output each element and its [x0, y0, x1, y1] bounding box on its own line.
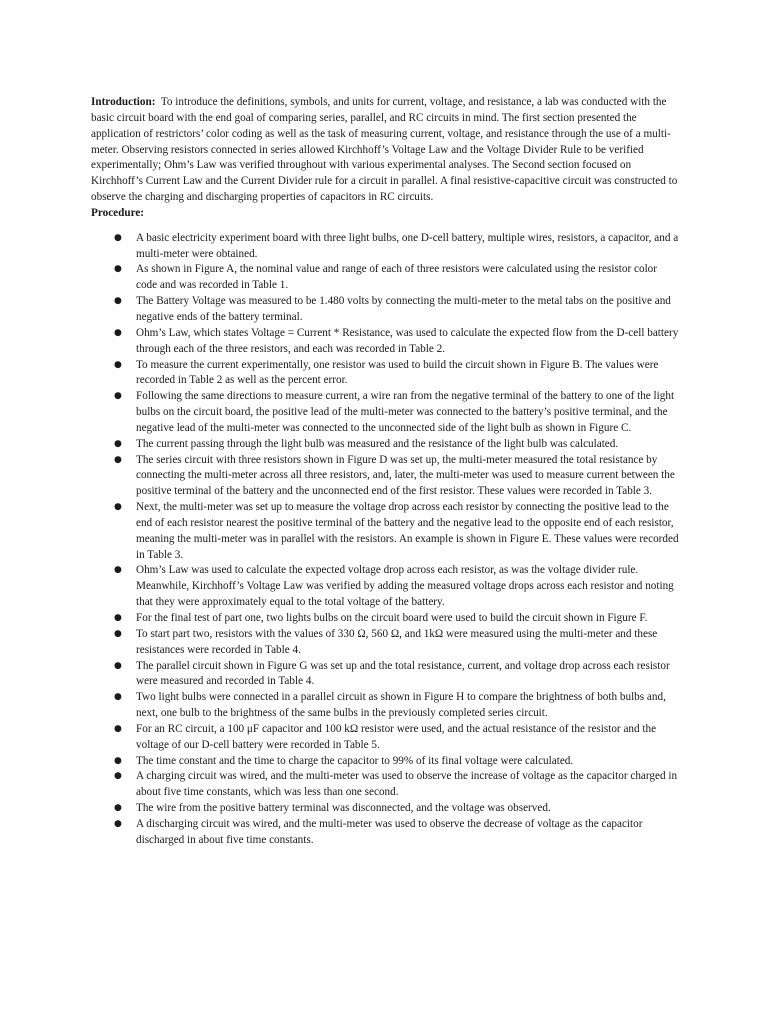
procedure-step-text: A charging circuit was wired, and the multi-meter was used to observe the increase of voltage as the capacitor charged in about five time constants, which was less than one second. [136, 770, 678, 799]
bullet-icon: ● [114, 264, 122, 275]
procedure-step [91, 754, 679, 770]
procedure-step-text: Following the same directions to measure current, a wire ran from the negative terminal of the battery to one of the light bulbs on the circuit board, the positive lead of the multi-meter was connected to the battery’s positive terminal, and the negative lead of the multi-meter was connected to the unconnected side of the light bulb as shown in Figure C. [136, 390, 675, 434]
procedure-step [91, 690, 679, 722]
procedure-step-text: A discharging circuit was wired, and the multi-meter was used to observe the decrease of voltage as the capacitor discharged in about five time constants. [136, 817, 643, 846]
bullet-icon: ● [114, 803, 122, 814]
procedure-step [91, 817, 679, 849]
procedure-step-text: The parallel circuit shown in Figure G was set up and the total resistance, current, and voltage drop across each resistor were measured and recorded in Table 4. [136, 659, 670, 688]
procedure-list [91, 231, 679, 849]
bullet-icon: ● [114, 628, 122, 639]
bullet-icon: ● [114, 565, 122, 576]
bullet-icon: ● [114, 327, 122, 338]
procedure-step-text: The wire from the positive battery terminal was disconnected, and the voltage was observed. [136, 802, 551, 815]
procedure-step-text: To measure the current experimentally, one resistor was used to build the circuit shown in Figure B. The values were recorded in Table 2 as well as the percent error. [136, 358, 659, 387]
bullet-icon: ● [114, 818, 122, 829]
introduction-text: To introduce the definitions, symbols, and units for current, voltage, and resistance, a lab was conducted with the basic circuit board with the end goal of comparing series, parallel, and RC circuits in mind. The first section presented the application of restrictors’ color coding as well as the task of measuring current, voltage, and resistance through the use of a multi-meter. Observing resistors connected in series allowed Kirchhoff’s Voltage Law and the Voltage Divider Rule to be verified experimentally; Ohm’s Law was verified throughout with various experimental analyses. The Second section focused on Kirchhoff’s Current Law and the Current Divider rule for a circuit in parallel. A final resistive-capacitive circuit was constructed to observe the charging and discharging properties of capacitors in RC circuits. [91, 96, 678, 204]
procedure-step-text: Next, the multi-meter was set up to measure the voltage drop across each resistor by connecting the positive lead to the end of each resistor nearest the positive terminal of the battery and the negative lead to the opposite end of each resistor, meaning the multi-meter was in parallel with the resistors. An example is shown in Figure E. These values were recorded in Table 3. [136, 501, 679, 561]
procedure-step-text: Ohm’s Law, which states Voltage = Current * Resistance, was used to calculate the expected flow from the D-cell battery through each of the three resistors, and each was recorded in Table 2. [136, 326, 679, 355]
procedure-step [91, 801, 679, 817]
procedure-step [91, 326, 679, 358]
bullet-icon: ● [114, 438, 122, 449]
procedure-step-text: For an RC circuit, a 100 μF capacitor and 100 kΩ resistor were used, and the actual resistance of the resistor and the voltage of our D-cell battery were recorded in Table 5. [136, 722, 657, 751]
document-page [91, 95, 679, 849]
procedure-step [91, 659, 679, 691]
bullet-icon: ● [114, 771, 122, 782]
procedure-step-text: As shown in Figure A, the nominal value and range of each of three resistors were calculated using the resistor color code and was recorded in Table 1. [136, 263, 657, 292]
introduction-label: Introduction: [91, 96, 156, 108]
procedure-step [91, 437, 679, 453]
bullet-icon: ● [114, 660, 122, 671]
bullet-icon: ● [114, 723, 122, 734]
procedure-step-text: The Battery Voltage was measured to be 1.480 volts by connecting the multi-meter to the metal tabs on the positive and negative ends of the battery terminal. [136, 295, 671, 323]
procedure-step [91, 389, 679, 437]
procedure-step-text: Two light bulbs were connected in a parallel circuit as shown in Figure H to compare the brightness of both bulbs and, next, one bulb to the brightness of the same bulbs in the previously completed series circuit. [136, 691, 666, 720]
procedure-step [91, 231, 679, 263]
procedure-step [91, 563, 679, 611]
procedure-step-text: The time constant and the time to charge the capacitor to 99% of its final voltage were calculated. [136, 754, 574, 767]
procedure-step-text: The current passing through the light bulb was measured and the resistance of the light bulb was calculated. [136, 437, 619, 450]
procedure-step-text: The series circuit with three resistors shown in Figure D was set up, the multi-meter measured the total resistance by connecting the multi-meter across all three resistors, and, later, the multi-meter was used to measure current between the positive terminal of the battery and the unconnected end of the first resistor. These values were recorded in Table 3. [136, 453, 675, 498]
bullet-icon: ● [114, 692, 122, 703]
procedure-step [91, 294, 679, 326]
bullet-icon: ● [114, 502, 122, 513]
bullet-icon: ● [114, 232, 122, 243]
introduction-paragraph [91, 95, 679, 206]
procedure-step-text: Ohm’s Law was used to calculate the expected voltage drop across each resistor, as was the voltage divider rule. Meanwhile, Kirchhoff’s Voltage Law was verified by adding the measured voltage drops across each resistor and noting that they were approximately equal to the total voltage of the battery. [136, 564, 674, 609]
procedure-step [91, 500, 679, 563]
bullet-icon: ● [114, 454, 122, 465]
procedure-step [91, 358, 679, 390]
procedure-step [91, 722, 679, 754]
procedure-step-text: A basic electricity experiment board with three light bulbs, one D-cell battery, multiple wires, resistors, a capacitor, and a multi-meter were obtained. [136, 231, 679, 260]
procedure-step [91, 769, 679, 801]
bullet-icon: ● [114, 755, 122, 766]
bullet-icon: ● [114, 296, 122, 307]
procedure-step [91, 627, 679, 659]
procedure-step [91, 262, 679, 294]
procedure-step-text: To start part two, resistors with the values of 330 Ω, 560 Ω, and 1kΩ were measured using the multi-meter and these resistances were recorded in Table 4. [136, 627, 658, 656]
procedure-step [91, 611, 679, 627]
bullet-icon: ● [114, 613, 122, 623]
procedure-step-text: For the final test of part one, two lights bulbs on the circuit board were used to build the circuit shown in Figure F. [136, 612, 648, 624]
procedure-step [91, 453, 679, 501]
bullet-icon: ● [114, 391, 122, 402]
procedure-heading: Procedure: [91, 206, 145, 219]
bullet-icon: ● [114, 359, 122, 370]
